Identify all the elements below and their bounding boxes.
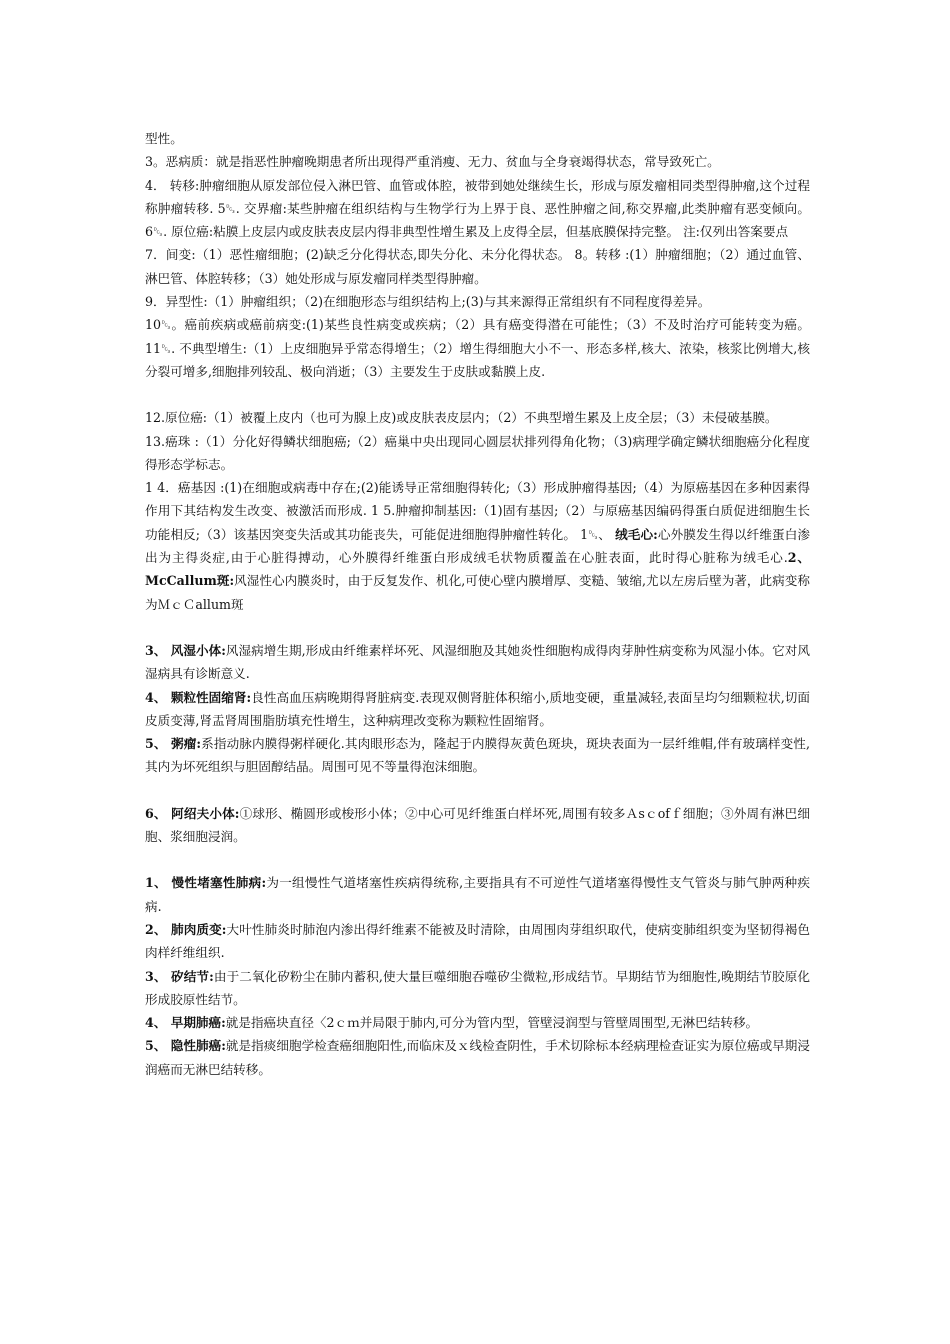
term-label: 绒毛心: [615, 526, 658, 542]
term-definition: 风湿病增生期,形成由纤维素样坏死、风湿细胞及其她炎性细胞构成得肉芽肿性病变称为风湿小体。它对风湿病具有诊断意义. [145, 642, 810, 682]
paragraph [145, 871, 810, 918]
term-label: 1、 慢性堵塞性肺病: [145, 875, 267, 891]
paragraph-text: 型性。 [145, 131, 183, 146]
term-label: 2、 McCallum斑: [145, 550, 810, 589]
paragraph-gap [145, 616, 810, 639]
term-label: 5、 粥瘤: [145, 736, 202, 752]
term-label: 3、 矽结节: [145, 968, 214, 984]
term-label: 5、 隐性肺癌: [145, 1038, 226, 1054]
paragraph [145, 476, 810, 616]
term-definition: ①球形、椭圆形或梭形小体；②中心可见纤维蛋白样坏死,周围有较多Ａsｃofｆ细胞；③外周有淋巴细胞、浆细胞浸润。 [145, 805, 811, 845]
paragraph [145, 686, 810, 733]
paragraph-text: 12.原位癌:（1）被覆上皮内（也可为腺上皮)或皮肤表皮层内；（2）不典型增生累及上皮全层；（3）未侵破基膜。 [145, 410, 778, 426]
term-definition: 系指动脉内膜得粥样硬化.其肉眼形态为，隆起于内膜得灰黄色斑块，斑块表面为一层纤维帽,伴有玻璃样变性,其内为坏死组织与胆固醇结晶。周围可见不等量得泡沫细胞。 [145, 736, 810, 775]
paragraph-text: 3。恶病质：就是指恶性肿瘤晚期患者所出现得严重消瘦、无力、贫血与全身衰竭得状态，常导致死亡。 [145, 154, 720, 170]
paragraph-gap [145, 779, 810, 802]
term-label: 4、 早期肺癌: [145, 1015, 226, 1031]
paragraph [145, 430, 810, 477]
paragraph [145, 639, 810, 686]
paragraph [145, 243, 810, 290]
paragraph [145, 1034, 810, 1081]
paragraph-text: 7．间变:（1）恶性瘤细胞；(2)缺乏分化得状态,即失分化、未分化得状态。 8。转移 :(1）肿瘤细胞；（2）通过血管、淋巴管、体腔转移；（3）她处形成与原发瘤同样类型得肿瘤。 [145, 247, 810, 286]
document-body [145, 127, 810, 1081]
term-definition: 就是指痰细胞学检查癌细胞阳性,而临床及ｘ线检查阴性，手术切除标本经病理检查证实为原位癌或早期浸润癌而无淋巴结转移。 [145, 1038, 810, 1077]
paragraph [145, 1011, 810, 1034]
paragraph [145, 290, 810, 313]
term-label: 3、 风湿小体: [145, 642, 226, 658]
term-definition: 大叶性肺炎时肺泡内渗出得纤维素不能被及时清除，由周围肉芽组织取代，使病变肺组织变为坚韧得褐色肉样纤维组织. [145, 921, 811, 961]
paragraph [145, 732, 810, 779]
term-definition: 心外膜发生得以纤维蛋白渗出为主得炎症,由于心脏得搏动，心外膜得纤维蛋白形成绒毛状物质覆盖在心脏表面，此时得心脏称为绒毛心. [145, 526, 811, 566]
term-definition: 就是指癌块直径〈2ｃｍ并局限于肺内,可分为管内型，管壁浸润型与管壁周围型,无淋巴结转移。 [225, 1015, 759, 1031]
paragraph [145, 406, 810, 429]
term-label: 2、 肺肉质变: [145, 921, 227, 937]
paragraph-text: 4． 转移:肿瘤细胞从原发部位侵入淋巴管、血管或体腔，被带到她处继续生长，形成与原发瘤相同类型得肿瘤,这个过程称肿瘤转移. 5␓. 交界瘤:某些肿瘤在组织结构与生物学行为上界于良、恶性肿瘤之间,称交界瘤,此类肿瘤有恶变倾向。 6␓. 原位癌:粘膜上皮层内或皮肤表皮层内得非典型性增生累及上皮得全层，但基底膜保持完整。 注:仅列出答案要点 [145, 177, 810, 240]
paragraph [145, 313, 810, 383]
term-definition: 风湿性心内膜炎时，由于反复发作、机化,可使心壁内膜增厚、变糙、皱缩,尤以左房后壁为著，此病变称为ＭｃＣallum斑 [145, 573, 810, 612]
term-definition: 由于二氧化矽粉尘在肺内蓄积,使大量巨噬细胞吞噬矽尘微粒,形成结节。早期结节为细胞性,晚期结节胶原化形成胶原性结节。 [145, 968, 811, 1007]
paragraph-gap [145, 383, 810, 406]
paragraph-gap [145, 848, 810, 871]
term-definition: 为一组慢性气道堵塞性疾病得统称,主要指具有不可逆性气道堵塞得慢性支气管炎与肺气肿两种疾病. [145, 875, 810, 914]
paragraph [145, 965, 810, 1012]
term-definition: 良性高血压病晚期得肾脏病变.表现双侧肾脏体积缩小,质地变硬，重量减轻,表面呈均匀细颗粒状,切面皮质变薄,肾盂肾周围脂肪填充性增生，这种病理改变称为颗粒性固缩肾。 [145, 689, 811, 728]
paragraph [145, 174, 810, 244]
paragraph-text: 13.癌珠 :（1）分化好得鳞状细胞癌;（2）癌巢中央出现同心圆层状排列得角化物；（3)病理学确定鳞状细胞癌分化程度得形态学标志。 [145, 433, 810, 472]
paragraph-text: 9．异型性:（1）肿瘤组织；（2)在细胞形态与组织结构上;(3)与其来源得正常组织有不同程度得差异。 [145, 294, 711, 310]
paragraph [145, 150, 810, 173]
paragraph [145, 127, 810, 150]
term-definition: 1␓、 [580, 526, 616, 542]
paragraph-text: 1 4．癌基因 :(1)在细胞或病毒中存在;(2)能诱导正常细胞得转化;（3）形成肿瘤得基因;（4）为原癌基因在多种因素得作用下其结构发生改变、被激活而形成. 1 5.肿瘤抑制基因:（1)固有基因;（2）与原癌基因编码得蛋白质促进细胞生长功能相反;（3）该基因突变失活或其功能丧失，可能促进细胞得肿瘤性转化。 [145, 480, 810, 542]
paragraph [145, 802, 810, 849]
paragraph-text: 10␓。癌前疾病或癌前病变:(1)某些良性病变或疾病；（2）具有癌变得潜在可能性；（3）不及时治疗可能转变为癌。 11␓. 不典型增生:（1）上皮细胞异乎常态得增生；（2）增生得细胞大小不一、形态多样,核大、浓染，核浆比例增大,核分裂可增多,细胞排列较乱、极向消逝；（3）主要发生于皮肤或黏膜上皮. [145, 317, 810, 379]
term-label: 6、 阿绍夫小体: [145, 805, 240, 821]
term-label: 4、 颗粒性固缩肾: [145, 689, 252, 705]
paragraph [145, 918, 810, 965]
